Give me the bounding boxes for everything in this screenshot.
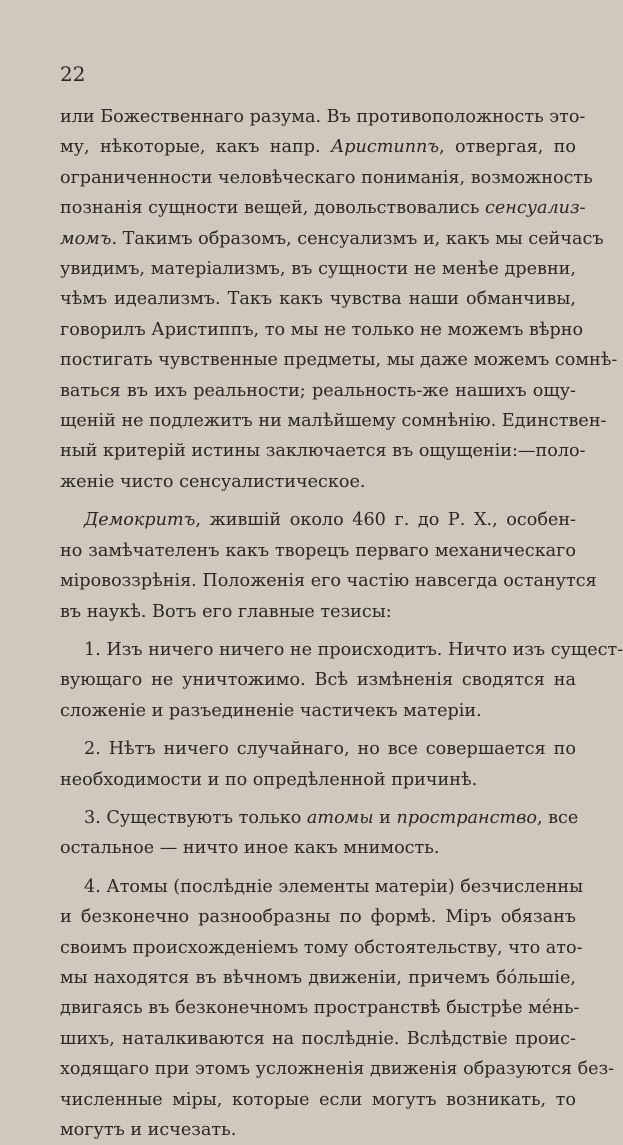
text-segment: женіе чисто сенсуалистическое.: [60, 471, 366, 492]
paragraph: [60, 803, 579, 864]
text-line: [60, 345, 618, 375]
text-line: [60, 696, 576, 726]
text-line: [60, 1024, 576, 1054]
text-segment: ограниченности человѣческаго пониманія, возможность: [60, 167, 593, 188]
text-segment: увидимъ, матеріализмъ, въ сущности не менѣе древни,: [60, 259, 576, 280]
text-line: [60, 993, 580, 1023]
text-segment: необходимости и по опредѣленной причинѣ.: [60, 769, 478, 790]
text-line: [60, 436, 586, 466]
body-text: [60, 102, 623, 1145]
text-line: [60, 505, 576, 535]
text-segment: остальное — ничто иное какъ мнимость.: [60, 838, 440, 859]
paragraph-gap: [60, 864, 576, 872]
text-line: [60, 933, 583, 963]
text-line: [60, 1115, 576, 1145]
text-segment: познанія сущности вещей, довольствовались: [60, 198, 486, 219]
text-segment: , жившій около 460 г. до Р. Х., особен-: [195, 510, 576, 531]
text-segment: . Такимъ образомъ, сенсуализмъ и, какъ мы сейчасъ: [111, 228, 604, 249]
text-line: [60, 224, 604, 254]
text-line: [60, 163, 593, 193]
text-segment: щеній не подлежитъ ни малѣйшему сомнѣнію. Единствен-: [60, 411, 607, 432]
text-line: [60, 193, 586, 223]
text-segment: и: [373, 807, 397, 828]
paragraph-gap: [60, 627, 576, 635]
italic-text: атомы: [306, 807, 374, 828]
text-segment: 4. Атомы (послѣдніе элементы матеріи) безчисленны: [84, 876, 584, 897]
text-line: [60, 872, 584, 902]
text-line: [60, 665, 576, 695]
text-segment: вующаго не уничтожимо. Всѣ измѣненія сводятся на: [60, 670, 576, 691]
italic-text: момъ: [60, 228, 112, 249]
text-line: [60, 254, 576, 284]
text-line: [60, 1085, 576, 1115]
paragraph-gap: [60, 497, 576, 505]
text-line: [60, 1054, 615, 1084]
text-segment: , все: [536, 807, 579, 828]
text-line: [60, 467, 576, 497]
text-segment: могутъ и исчезать.: [60, 1120, 237, 1140]
italic-text: Демокритъ: [84, 510, 196, 531]
text-line: [60, 765, 576, 795]
paragraph: [60, 505, 597, 627]
text-segment: говорилъ Аристиппъ, то мы не только не можемъ вѣрно: [60, 319, 584, 340]
text-line: [60, 635, 623, 665]
text-line: [60, 132, 576, 162]
text-line: [60, 902, 576, 932]
text-line: [60, 536, 576, 566]
text-line: [60, 406, 607, 436]
text-segment: въ наукѣ. Вотъ его главные тезисы:: [60, 601, 392, 622]
paragraph: [60, 734, 576, 795]
paragraph: [60, 635, 623, 726]
text-line: [60, 963, 576, 993]
text-line: [60, 803, 579, 833]
text-line: [60, 597, 576, 627]
text-segment: 1. Изъ ничего ничего не происходитъ. Ничто изъ сущест-: [84, 639, 623, 660]
text-line: [60, 376, 576, 406]
text-segment: ный критерій истины заключается въ ощущеніи:—поло-: [60, 441, 586, 462]
text-segment: чѣмъ идеализмъ. Такъ какъ чувства наши обманчивы,: [60, 289, 576, 310]
text-segment: но замѣчателенъ какъ творецъ перваго механическаго: [60, 540, 576, 561]
text-segment: 2. Нѣтъ ничего случайнаго, но все совершается по: [84, 739, 576, 760]
text-segment: сложеніе и разъединеніе частичекъ матеріи.: [60, 700, 482, 721]
paragraph-gap: [60, 726, 576, 734]
text-segment: численные міры, которые если могутъ возникать, то: [60, 1089, 576, 1110]
text-line: [60, 315, 584, 345]
text-segment: міровоззрѣнія. Положенія его частію навсегда останутся: [60, 571, 597, 592]
text-segment: мы находятся въ вѣчномъ движеніи, причемъ бóльшіе,: [60, 967, 576, 988]
text-segment: или Божественнаго разума. Въ противоположность это-: [60, 107, 586, 127]
text-segment: му, нѣкоторые, какъ напр.: [60, 137, 331, 158]
text-segment: ходящаго при этомъ усложненія движенія образуются без-: [60, 1059, 615, 1080]
text-line: [60, 566, 597, 596]
text-segment: ваться въ ихъ реальности; реальность-же нашихъ ощу-: [60, 380, 576, 401]
paragraph: [60, 102, 618, 497]
text-segment: шихъ, наталкиваются на послѣдніе. Вслѣдствіе проис-: [60, 1028, 576, 1049]
italic-text: Аристиппъ: [330, 137, 440, 158]
text-line: [60, 284, 576, 314]
italic-text: пространство: [396, 807, 537, 828]
italic-text: сенсуализ-: [485, 198, 586, 219]
text-segment: двигаясь въ безконечномъ пространствѣ быстрѣе мéнь-: [60, 998, 580, 1019]
text-line: [60, 833, 576, 863]
page-number: 22: [60, 62, 86, 86]
text-line: [60, 734, 576, 764]
paragraph-gap: [60, 795, 576, 803]
text-segment: своимъ происхожденіемъ тому обстоятельству, что ато-: [60, 937, 583, 958]
text-segment: 3. Существуютъ только: [84, 807, 307, 828]
text-segment: постигать чувственные предметы, мы даже можемъ сомнѣ-: [60, 350, 618, 371]
text-line: [60, 102, 586, 132]
text-segment: и безконечно разнообразны по формѣ. Міръ обязанъ: [60, 907, 576, 928]
text-segment: , отвергая, по: [439, 137, 576, 158]
paragraph: [60, 872, 615, 1145]
